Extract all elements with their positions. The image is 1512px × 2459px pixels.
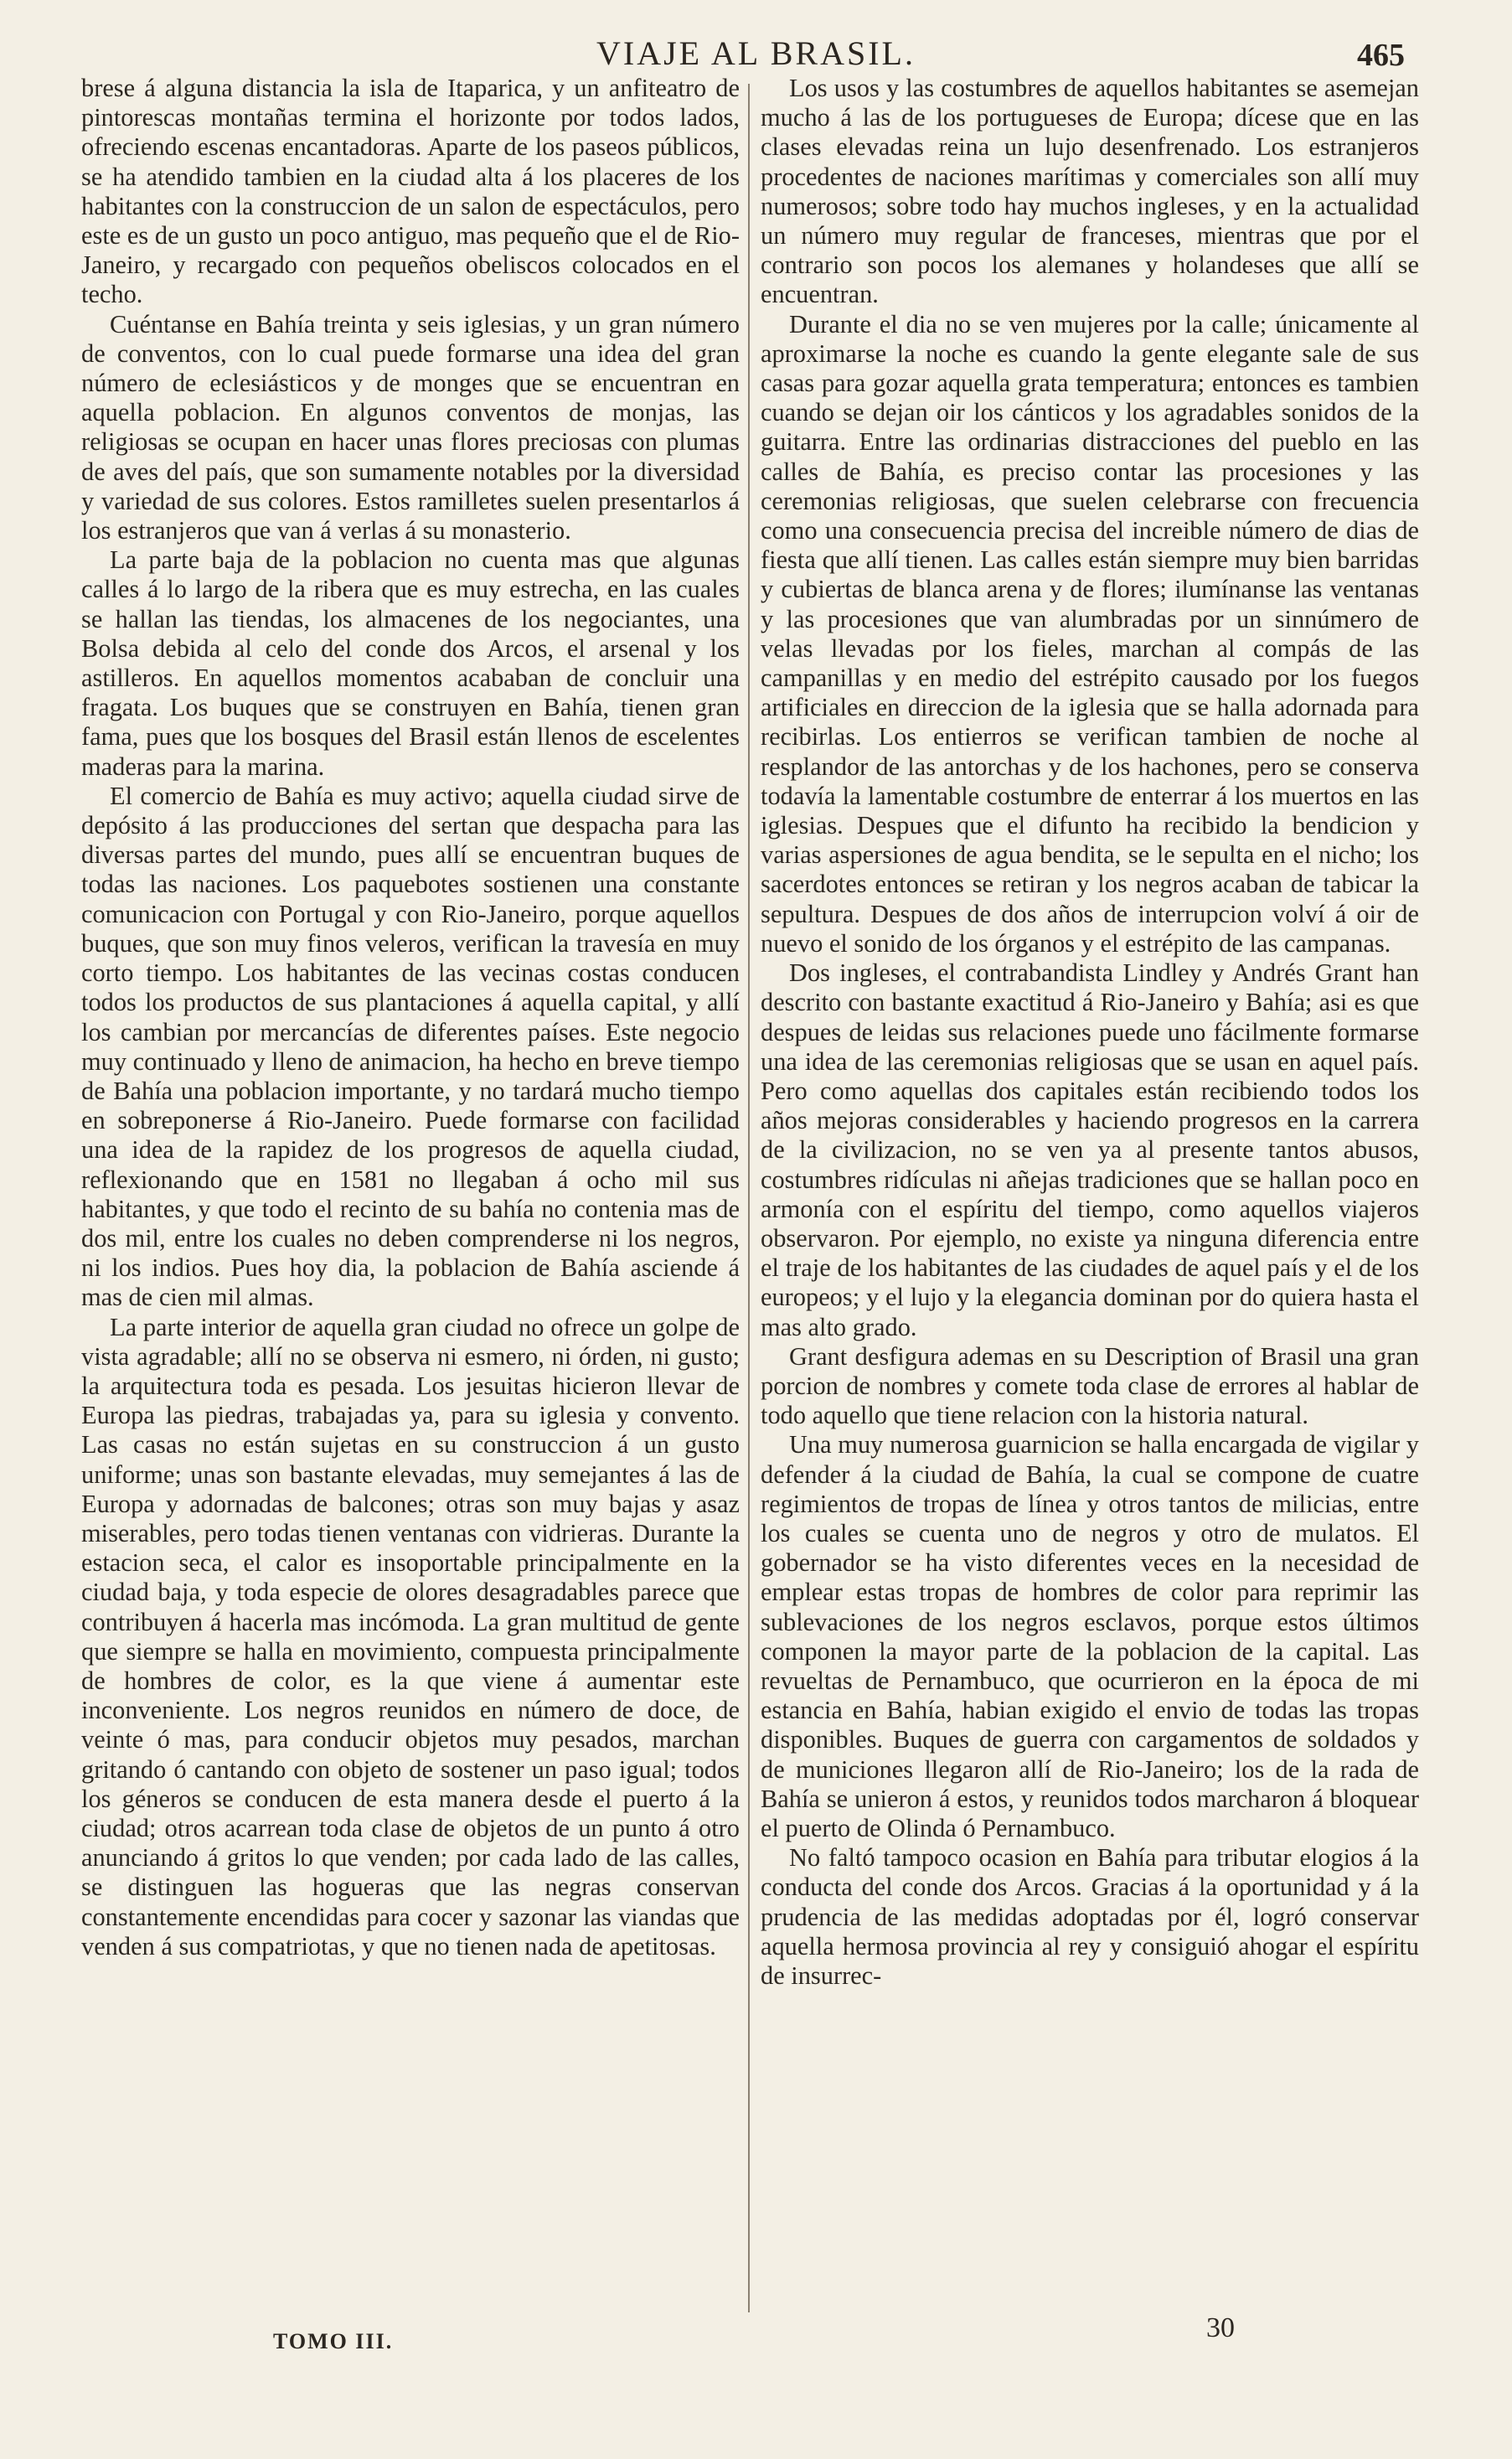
paragraph: Los usos y las costumbres de aquellos habitantes se asemejan mucho á las de los portugueses de Europa; dícese que en las clases elevadas reina un lujo desenfrenado. Los estranjeros procedentes de naciones marítimas y comerciales son allí muy numerosos; sobre todo hay muchos ingleses, y en la actualidad un número muy regular de franceses, mientras que por el contrario son pocos los alemanes y holandeses que allí se encuentran. <box>761 74 1419 309</box>
paragraph: El comercio de Bahía es muy activo; aquella ciudad sirve de depósito á las producciones del sertan que despacha para las diversas partes del mundo, pues allí se encuentran buques de todas las naciones. Los paquebotes sostienen una constante comunicacion con Portugal y con Rio-Janeiro, porque aquellos buques, que son muy finos veleros, verifican la travesía en muy corto tiempo. Los habitantes de las vecinas costas conducen todos los productos de sus plantaciones á aquella capital, y allí los cambian por mercancías de diferentes países. Este negocio muy continuado y lleno de animacion, ha hecho en breve tiempo de Bahía una poblacion importante, y no tardará mucho tiempo en sobreponerse á Rio-Janeiro. Puede formarse con facilidad una idea de la rapidez de los progresos de aquella ciudad, reflexionando que en 1581 no llegaban á ocho mil sus habitantes, y que todo el recinto de su bahía no contenia mas de dos mil, entre los cuales no deben comprenderse ni los negros, ni los indios. Pues hoy dia, la poblacion de Bahía asciende á mas de cien mil almas. <box>81 781 740 1312</box>
running-title: VIAJE AL BRASIL. <box>596 34 916 72</box>
page-number: 465 <box>1357 38 1405 73</box>
paragraph: Cuéntanse en Bahía treinta y seis iglesias, y un gran número de conventos, con lo cual puede formarse una idea del gran número de eclesiásticos y de monges que se encuentran en aquella poblacion. En algunos conventos de monjas, las religiosas se ocupan en hacer unas flores preciosas con plumas de aves del país, que son sumamente notables por la diversidad y variedad de sus colores. Estos ramilletes suelen presentarlos á los estranjeros que van á verlas á su monasterio. <box>81 309 740 545</box>
signature-mark: 30 <box>1206 2312 1235 2343</box>
paragraph: Dos ingleses, el contrabandista Lindley y Andrés Grant han descrito con bastante exactitud á Rio-Janeiro y Bahía; asi es que despues de leidas sus relaciones puede uno fácilmente formarse una idea de las ceremonias religiosas que se usan en aquel país. Pero como aquellas dos capitales están recibiendo todos los años mejoras considerables y haciendo progresos en la carrera de la civilizacion, no se ven ya al presente tantos abusos, costumbres ridículas ni añejas tradiciones que se hallan poco en armonía con el espíritu del tiempo, como aquellos viajeros observaron. Por ejemplo, no existe ya ninguna diferencia entre el traje de los habitantes de las ciudades de aquel país y el de los europeos; y el lujo y la elegancia dominan por do quiera hasta el mas alto grado. <box>761 958 1419 1341</box>
paragraph: Durante el dia no se ven mujeres por la calle; únicamente al aproximarse la noche es cuando la gente elegante sale de sus casas para gozar aquella grata temperatura; entonces es tambien cuando se dejan oir los cánticos y los agradables sonidos de la guitarra. Entre las ordinarias distracciones del pueblo en las calles de Bahía, es preciso contar las procesiones y las ceremonias religiosas, que suelen celebrarse con frecuencia como una consecuencia precisa del increible número de dias de fiesta que allí tienen. Las calles están siempre muy bien barridas y cubiertas de blanca arena y de flores; ilumínanse las ventanas y las procesiones que van alumbradas por un sinnúmero de velas llevadas por los fieles, marchan al compás de las campanillas y en medio del estrépito causado por los fuegos artificiales en direccion de la iglesia que se halla adornada para recibirlas. Los entierros se verifican tambien de noche al resplandor de las antorchas y de los hachones, pero se conserva todavía la lamentable costumbre de enterrar á los muertos en las iglesias. Despues que el difunto ha recibido la bendicion y varias aspersiones de agua bendita, se le sepulta en el nicho; los sacerdotes entonces se retiran y los negros acaban de tabicar la sepultura. Despues de dos años de interrupcion volví á oir de nuevo el sonido de los órganos y el estrépito de las campanas. <box>761 309 1419 958</box>
paragraph: La parte baja de la poblacion no cuenta mas que algunas calles á lo largo de la ribera que es muy estrecha, en las cuales se hallan las tiendas, los almacenes de los negociantes, una Bolsa debida al celo del conde dos Arcos, el arsenal y los astilleros. En aquellos momentos acababan de concluir una fragata. Los buques que se construyen en Bahía, tienen gran fama, pues que los bosques del Brasil están llenos de escelentes maderas para la marina. <box>81 545 740 781</box>
column-divider <box>748 84 750 2312</box>
paragraph: Grant desfigura ademas en su Description of Brasil una gran porcion de nombres y comete toda clase de errores al hablar de todo aquello que tiene relacion con la historia natural. <box>761 1341 1419 1430</box>
left-column <box>81 74 740 1961</box>
paragraph: brese á alguna distancia la isla de Itaparica, y un anfiteatro de pintorescas montañas termina el horizonte por todos lados, ofreciendo escenas encantadoras. Aparte de los paseos públicos, se ha atendido tambien en la ciudad alta á los placeres de los habitantes con la construccion de un salon de espectáculos, pero este es de un gusto un poco antiguo, mas pequeño que el de Rio-Janeiro, y recargado con pequeños obeliscos colocados en el techo. <box>81 74 740 309</box>
paragraph: La parte interior de aquella gran ciudad no ofrece un golpe de vista agradable; allí no se observa ni esmero, ni órden, ni gusto; la arquitectura toda es pesada. Los jesuitas hicieron llevar de Europa las piedras, trabajadas ya, para su iglesia y convento. Las casas no están sujetas en su construccion á un gusto uniforme; unas son bastante elevadas, muy semejantes á las de Europa y adornadas de balcones; otras son muy bajas y asaz miserables, pero todas tienen ventanas con vidrieras. Durante la estacion seca, el calor es insoportable principalmente en la ciudad baja, y toda especie de olores desagradables parece que contribuyen á hacerla mas incómoda. La gran multitud de gente que siempre se halla en movimiento, compuesta principalmente de hombres de color, es la que viene á aumentar este inconveniente. Los negros reunidos en número de doce, de veinte ó mas, para conducir objetos muy pesados, marchan gritando ó cantando con objeto de sostener un paso igual; todos los géneros se conducen de esta manera desde el puerto á la ciudad; otros acarrean toda clase de objetos de un punto á otro anunciando á gritos lo que venden; por cada lado de las calles, se distinguen las hogueras que las negras conservan constantemente encendidas para cocer y sazonar las viandas que venden á sus compatriotas, y que no tienen nada de apetitosas. <box>81 1312 740 1960</box>
volume-label: TOMO III. <box>273 2329 394 2353</box>
right-column <box>761 74 1419 1991</box>
paragraph: No faltó tampoco ocasion en Bahía para tributar elogios á la conducta del conde dos Arcos. Gracias á la oportunidad y á la prudencia de las medidas adoptadas por él, logró conservar aquella hermosa provincia al rey y consiguió ahogar el espíritu de insurrec- <box>761 1843 1419 1990</box>
paragraph: Una muy numerosa guarnicion se halla encargada de vigilar y defender á la ciudad de Bahía, la cual se compone de cuatre regimientos de tropas de línea y otros tantos de milicias, entre los cuales se cuenta uno de negros y otro de mulatos. El gobernador se ha visto diferentes veces en la necesidad de emplear estas tropas de hombres de color para reprimir las sublevaciones de los negros esclavos, porque estos últimos componen la mayor parte de la poblacion de la capital. Las revueltas de Pernambuco, que ocurrieron en la época de mi estancia en Bahía, habian exigido el envio de todas las tropas disponibles. Buques de guerra con cargamentos de soldados y de municiones llegaron allí de Rio-Janeiro; los de la rada de Bahía se unieron á estos, y reunidos todos marcharon á bloquear el puerto de Olinda ó Pernambuco. <box>761 1430 1419 1842</box>
